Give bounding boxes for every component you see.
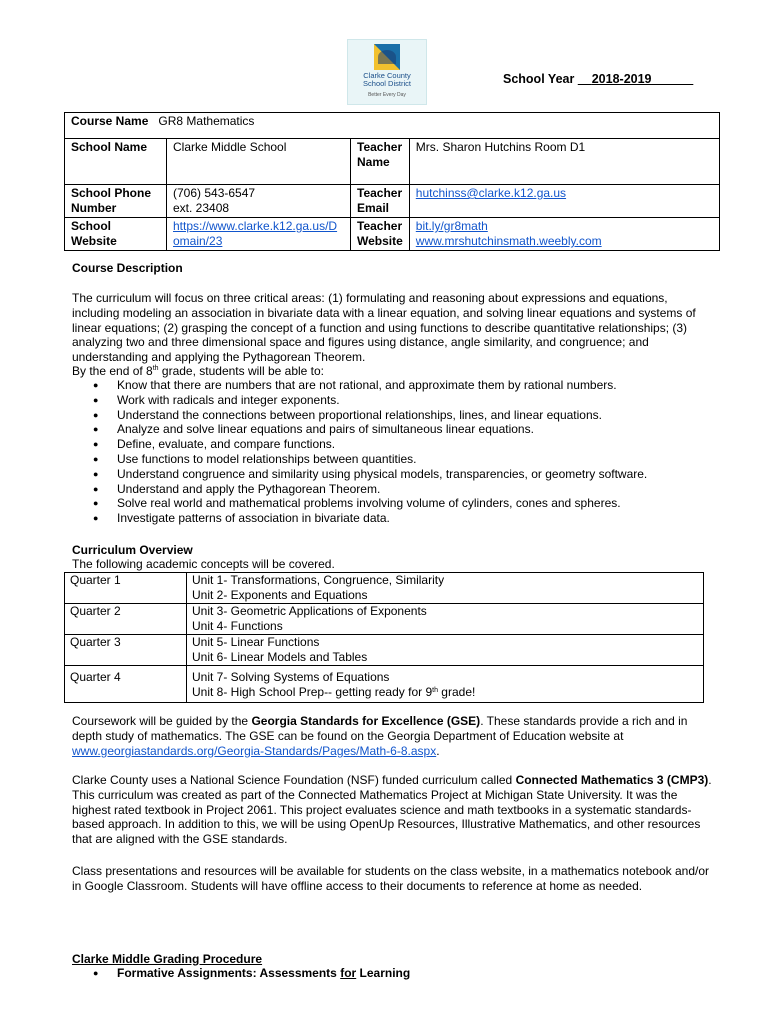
teacher-email-cell xyxy=(409,185,719,218)
teacher-website-cell xyxy=(409,218,719,251)
school-website-link[interactable]: https://www.clarke.k12.ga.us/D omain/23 xyxy=(173,219,338,248)
teacher-website-label: Teacher Website xyxy=(351,218,410,251)
list-item: ● Analyze and solve linear equations and pairs of simultaneous linear equations. xyxy=(72,422,647,437)
phone-label: School Phone Number xyxy=(65,185,167,218)
curriculum-subtitle: The following academic concepts will be covered. xyxy=(72,557,335,571)
logo-sunburst-icon xyxy=(374,44,400,70)
course-name-row xyxy=(65,113,720,139)
phone-value: (706) 543-6547 ext. 23408 xyxy=(167,185,351,218)
teacher-website-link-1[interactable]: bit.ly/gr8math xyxy=(415,219,488,233)
list-item: ● Define, evaluate, and compare functions. xyxy=(72,437,647,452)
course-info-table xyxy=(64,112,720,251)
school-website-cell xyxy=(167,218,351,251)
grading-list xyxy=(72,966,410,981)
list-item: ● Investigate patterns of association in bivariate data. xyxy=(72,511,647,526)
list-item: ● Understand and apply the Pythagorean Theorem. xyxy=(72,482,647,497)
grading-heading: Clarke Middle Grading Procedure xyxy=(72,952,263,966)
quarter-label: Quarter 3 xyxy=(65,635,187,666)
quarter-units: Unit 5- Linear Functions Unit 6- Linear Models and Tables xyxy=(187,635,704,666)
cmp-paragraph: Clarke County uses a National Science Foundation (NSF) funded curriculum called Connected Mathematics 3 (CMP3). This curriculum was created as part of the Connected Mathematics Project at Michigan State University. It was the highest rated textbook in Project 2061. This project evaluates science and math textbooks in a systematic standards-based approach. In addition to this, we will be using OpenUp Resources, Illustrative Mathematics, and other resources that are aligned with the GSE standards. xyxy=(72,773,712,847)
logo-text: Clarke County School District xyxy=(363,71,411,88)
school-year: School Year __2018-2019______ xyxy=(503,72,694,86)
teacher-email-link[interactable]: hutchinss@clarke.k12.ga.us xyxy=(415,186,567,200)
curriculum-table xyxy=(64,572,704,703)
list-item: ● Understand congruence and similarity using physical models, transparencies, or geometry software. xyxy=(72,467,647,482)
list-item: ● Understand the connections between proportional relationships, lines, and linear equations. xyxy=(72,408,647,423)
logo-tagline: Better Every Day xyxy=(368,92,406,98)
teacher-email-label: Teacher Email xyxy=(351,185,410,218)
quarter-label: Quarter 4 xyxy=(65,666,187,703)
gse-link[interactable]: www.georgiastandards.org/Georgia-Standards/Pages/Math-6-8.aspx xyxy=(72,743,437,758)
school-name-value: Clarke Middle School xyxy=(167,139,351,185)
table-row xyxy=(65,635,704,666)
list-item: ● Formative Assignments: Assessments for Learning xyxy=(72,966,410,981)
table-row xyxy=(65,604,704,635)
learning-goals-list xyxy=(72,378,647,526)
list-item: ● Work with radicals and integer exponents. xyxy=(72,393,647,408)
quarter-label: Quarter 1 xyxy=(65,573,187,604)
gse-paragraph: Coursework will be guided by the Georgia Standards for Excellence (GSE). These standards provide a rich and in depth study of mathematics. The GSE can be found on the Georgia Department of Education website at www.georgiastandards.org/Georgia-Standards/Pages/Math-6-8.aspx. xyxy=(72,714,688,758)
list-item: ● Know that there are numbers that are not rational, and approximate them by rational numbers. xyxy=(72,378,647,393)
school-website-label: School Website xyxy=(65,218,167,251)
teacher-name-value: Mrs. Sharon Hutchins Room D1 xyxy=(409,139,719,185)
course-name-label: Course Name xyxy=(71,114,149,128)
course-description-heading: Course Description xyxy=(72,261,183,275)
district-logo xyxy=(347,39,427,105)
list-item: ● Use functions to model relationships between quantities. xyxy=(72,452,647,467)
quarter-units: Unit 3- Geometric Applications of Exponents Unit 4- Functions xyxy=(187,604,704,635)
curriculum-heading: Curriculum Overview xyxy=(72,543,193,557)
presentations-paragraph: Class presentations and resources will be available for students on the class website, in a mathematics notebook and/or in Google Classroom. Students will have offline access to their documents to reference at home as needed. xyxy=(72,864,710,893)
course-description-paragraph: The curriculum will focus on three critical areas: (1) formulating and reasoning about expressions and equations, including modeling an association in bivariate data with a linear equation, and solving linear equations and systems of linear equations; (2) grasping the concept of a function and using functions to describe quantitative relationships; (3) analyzing two and three dimensional space and figures using distance, angle similarity, and congruence; and understanding and applying the Pythagorean Theorem. xyxy=(72,291,696,365)
list-item: ● Solve real world and mathematical problems involving volume of cylinders, cones and spheres. xyxy=(72,496,647,511)
table-row xyxy=(65,573,704,604)
table-row xyxy=(65,666,704,703)
teacher-website-link-2[interactable]: www.mrshutchinsmath.weebly.com xyxy=(415,234,602,248)
course-name-value: GR8 Mathematics xyxy=(158,114,255,128)
course-description-intro: By the end of 8th grade, students will be able to: xyxy=(72,364,325,378)
quarter-units: Unit 7- Solving Systems of Equations Unit 8- High School Prep-- getting ready for 9th grade! xyxy=(187,666,704,703)
quarter-units: Unit 1- Transformations, Congruence, Similarity Unit 2- Exponents and Equations xyxy=(187,573,704,604)
teacher-name-label: Teacher Name xyxy=(351,139,410,185)
quarter-label: Quarter 2 xyxy=(65,604,187,635)
school-name-label: School Name xyxy=(65,139,167,185)
